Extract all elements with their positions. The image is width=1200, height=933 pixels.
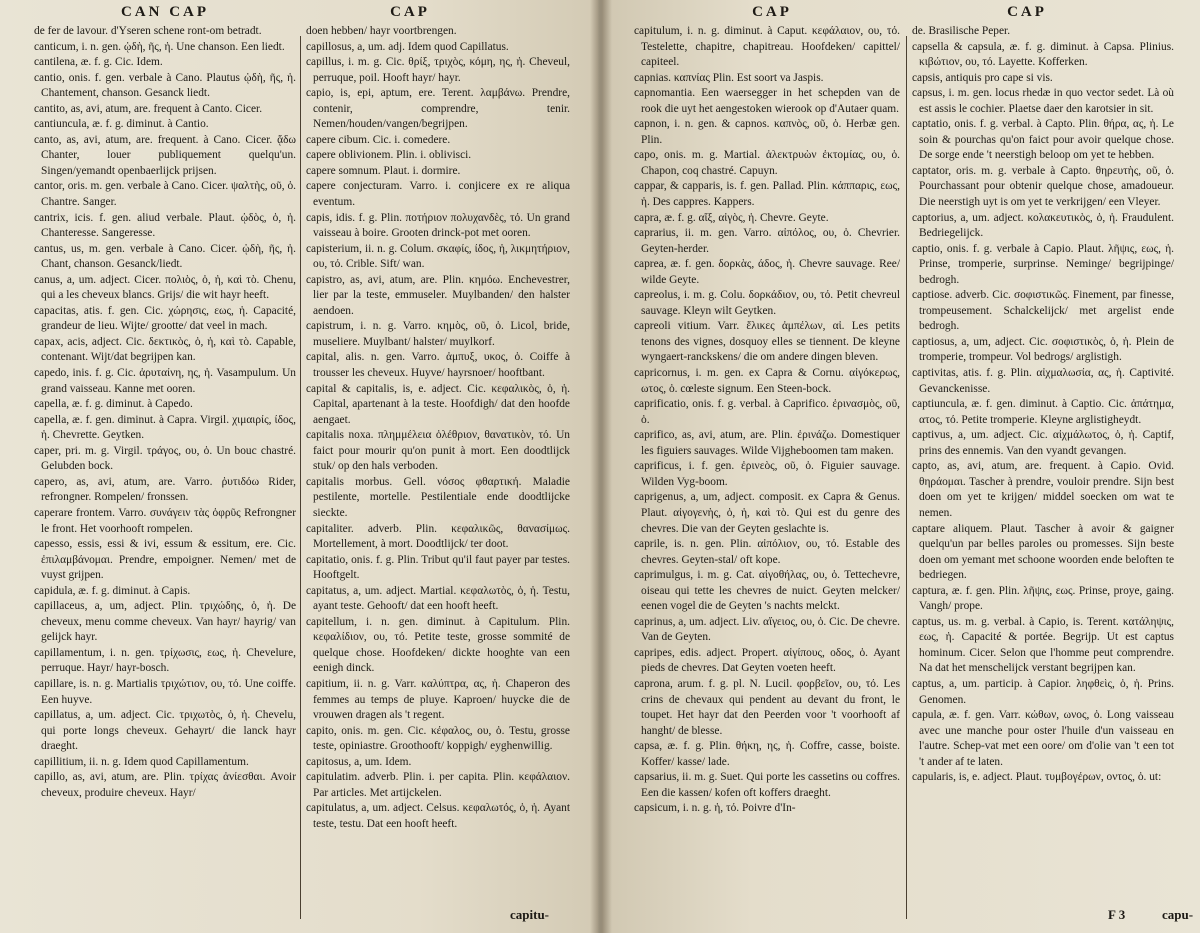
dictionary-entry: capito, onis. m. gen. Cic. κέφαλος, ου, ὁ. Testu, grosse teste, opiniastre. Groothooft/ koppigh/ eyghenwillig. (306, 724, 570, 753)
dictionary-entry: capero, as, avi, atum, are. Varro. ῥυτιδόω Rider, refrongner. Rompelen/ fronssen. (34, 475, 296, 504)
dictionary-entry: capere cibum. Cic. i. comedere. (306, 133, 451, 146)
dictionary-entry: capis, idis. f. g. Plin. ποτήριον πολυχανδὲς, τό. Un grand vaisseau à boire. Grooten drinck-pot met ooren. (306, 211, 570, 240)
dictionary-entry: capisterium, ii. n. g. Colum. σκαφίς, ίδος, ἡ, λικμητήριον, ου, τό. Crible. Sift/ wan. (306, 242, 570, 271)
dictionary-entry: cantiuncula, æ. f. g. diminut. à Cantio. (34, 118, 209, 131)
dictionary-entry: capillo, as, avi, atum, are. Plin. τρίχας ἀνίεσθαι. Avoir cheveux, produire cheveux. Hayr/ (34, 771, 296, 799)
dictionary-entry: capesso, essis, essi & ivi, essum & essitum, ere. Cic. ἐπιλαμβάνομαι. Prendre, empoigner. Nemen/ met de vuyst grijpen. (34, 538, 296, 582)
right-page-catchword: capu- (1162, 907, 1194, 922)
dictionary-entry: canto, as, avi, atum, are. frequent. à Cano. Cicer. ᾄδω Chanter, louer publiquement quelqu'un. Singen/yemandt openbaerlijck prijsen. (34, 133, 296, 177)
dictionary-entry: capra, æ. f. g. αἴξ, αἰγὸς, ἡ. Chevre. Geyte. (634, 211, 829, 224)
dictionary-entry: capula, æ. f. gen. Varr. κώθων, ωνος, ὁ. Long vaisseau avec une manche pour oster l'huile d'un vaisseau en l'autre. Schep-vat met een oore/ om d'olie van 't een tot 't ander af te laten. (912, 709, 1174, 768)
left-page-column-1 (34, 24, 296, 925)
dictionary-entry: captus, us. m. g. verbal. à Capio, is. Terent. κατάληψις, εως, ἡ. Capacité & portée. Begrijp. Ut est captus hominum. Cicer. Selon que l'homme peut comprendre. Na dat het menschelijck verstant begrijpen kan. (912, 615, 1174, 675)
dictionary-entry: capitosus, a, um. Idem. (306, 755, 412, 768)
dictionary-entry: capillatus, a, um. adject. Cic. τριχωτὸς, ὁ, ἡ. Chevelu, qui porte longs cheveux. Gehayrt/ die lanck hayr draeght. (34, 709, 296, 753)
dictionary-entry: caprigenus, a, um, adject. composit. ex Capra & Genus. Plaut. αἰγογενὴς, ὁ, ἡ, καὶ τὸ. Qui est du genre des chevres. Die van der Geyten geslachte is. (634, 491, 900, 535)
dictionary-entry: capsis, antiquis pro cape si vis. (912, 71, 1053, 84)
dictionary-entry: capto, as, avi, atum, are. frequent. à Capio. Ovid. θηράομαι. Tascher à prendre, vouloir prendre. Sijn best doen om yet te krijgen/ middel soecken om wat te nemen. (912, 460, 1174, 519)
dictionary-entry: canticum, i. n. gen. ᾠδὴ, ῆς, ἡ. Une chanson. Een liedt. (34, 40, 285, 53)
right-page-column-2 (912, 24, 1174, 925)
dictionary-entry: capitellum, i. n. gen. diminut. à Capitulum. Plin. κεφαλίδιον, ου, τό. Petite teste, grosse sommité de quelque chose. Hoofdeken/ dickte hooghte van een eenigh dinck. (306, 615, 570, 675)
dictionary-entry: capax, acis, adject. Cic. δεκτικὸς, ὁ, ἡ, καὶ τὸ. Capable, contenant. Wijt/dat begrijpen kan. (34, 335, 296, 364)
dictionary-entry: capitium, ii. n. g. Varr. καλύπτρα, ας, ἡ. Chaperon des femmes au temps de pluye. Kaproen/ huycke die de vrouwen dragen als 't regent. (306, 677, 570, 722)
dictionary-entry: capere somnum. Plaut. i. dormire. (306, 164, 461, 177)
dictionary-entry: capnias. καπνίας Plin. Est soort va Jaspis. (634, 71, 824, 84)
dictionary-entry: captiose. adverb. Cic. σοφιστικῶς. Finement, par finesse, trompeusement. Schalckelijck/ met argelist ende bedrogh. (912, 289, 1174, 333)
dictionary-entry: capitalis morbus. Gell. νόσος φθαρτική. Maladie pestilente, mortelle. Pestilentiale ende doodtlijcke sieckte. (306, 475, 570, 519)
left-page-header-left: CAN CAP (120, 4, 210, 20)
dictionary-entry: cantus, us, m. gen. verbale à Cano. Cicer. ᾠδὴ, ῆς, ἡ. Chant, chanson. Gesanck/liedt. (34, 242, 296, 271)
right-page-header-left: CAP (752, 4, 792, 20)
dictionary-entry: capricornus, i. m. gen. ex Capra & Cornu. αἰγόκερως, ωτος, ὁ. cœleste signum. Een Steen-bock. (634, 367, 900, 395)
dictionary-entry: de. Brasilische Peper. (912, 25, 1011, 37)
dictionary-entry: captio, onis. f. g. verbale à Capio. Plaut. λῆψις, εως, ἡ. Prinse, tromperie, surprinse. Neminge/ begrijpinge/ bedrogh. (912, 242, 1174, 286)
dictionary-entry: capsarius, ii. m. g. Suet. Qui porte les cassetins ou coffres. Een die kassen/ kofen oft koffers draeght. (634, 771, 900, 799)
right-page-column-1 (634, 24, 900, 925)
left-page-catchword: capitu- (510, 907, 549, 922)
dictionary-entry: capere oblivionem. Plin. i. oblivisci. (306, 149, 472, 162)
column-divider (300, 36, 301, 919)
dictionary-entry: caprarius, ii. m. gen. Varro. αἰπόλος, ου, ὁ. Chevrier. Geyten-herder. (634, 227, 900, 255)
right-page-header-right: CAP (1007, 4, 1047, 20)
right-page (602, 0, 1200, 933)
dictionary-entry: capitulatim. adverb. Plin. i. per capita. Plin. κεφάλαιον. Par articles. Met artijckelen. (306, 771, 570, 799)
dictionary-entry: capillaceus, a, um, adject. Plin. τριχώδης, ὁ, ἡ. De cheveux, menu comme cheveux. Van hayr/ hayrig/ van gelijck hayr. (34, 600, 296, 644)
left-page-column-2 (306, 24, 570, 925)
dictionary-entry: capripes, edis. adject. Propert. αἰγίπους, οδος, ὁ. Ayant pieds de chevres. Dat Geyten voeten heeft. (634, 646, 900, 675)
dictionary-entry: capillitium, ii. n. g. Idem quod Capillamentum. (34, 755, 249, 768)
dictionary-entry: capidula, æ. f. g. diminut. à Capis. (34, 584, 191, 597)
dictionary-entry: caprea, æ. f. gen. δορκὰς, άδος, ἡ. Chevre sauvage. Ree/ wilde Geyte. (634, 258, 900, 286)
dictionary-entry: capitatus, a, um. adject. Martial. κεφαλωτὸς, ὁ, ἡ. Testu, ayant teste. Gehooft/ dat een hooft heeft. (306, 584, 570, 613)
dictionary-entry: caper, pri. m. g. Virgil. τράγος, ου, ὁ. Un bouc chastré. Gelubden bock. (34, 444, 296, 473)
dictionary-entry: capitulum, i. n. g. diminut. à Caput. κεφάλαιον, ου, τό. Testelette, chapitre, chapitreau. Hoofdeken/ capittel/ capiteel. (634, 25, 900, 69)
dictionary-entry: captorius, a, um. adject. κολακευτικὸς, ὁ, ἡ. Fraudulent. Bedriegelijck. (912, 211, 1174, 240)
dictionary-entry: capreolus, i. m. g. Colu. δορκάδιον, ου, τό. Petit chevreul sauvage. Kleyn wilt Geytken. (634, 289, 900, 317)
dictionary-entry: captus, a, um. particip. à Capior. ληφθεὶς, ὁ, ἡ. Prins. Genomen. (912, 677, 1174, 706)
dictionary-entry: capsa, æ. f. g. Plin. θήκη, ης, ἡ. Coffre, casse, boiste. Koffer/ kasse/ lade. (634, 740, 900, 768)
dictionary-entry: capital, alis. n. gen. Varro. ἀμπυξ, υκος, ὁ. Coiffe à trousser les cheveux. Huyve/ hayrsnoer/ hooftbant. (306, 351, 570, 380)
dictionary-entry: capistro, as, avi, atum, are. Plin. κημόω. Enchevestrer, lier par la teste, emmuseler. Muylbanden/ den halster aendoen. (306, 273, 570, 317)
left-page (0, 0, 598, 933)
dictionary-entry: capillus, i. m. g. Cic. θρίξ, τριχὸς, κόμη, ης, ἡ. Cheveul, perruque, poil. Hooft hayr/ hayr. (306, 56, 570, 84)
dictionary-entry: capsicum, i. n. g. ἡ, τό. Poivre d'In- (634, 802, 796, 815)
dictionary-entry: cappar, & capparis, is. f. gen. Pallad. Plin. κάππαρις, εως, ἡ. Des cappres. Kappers. (634, 180, 900, 209)
dictionary-entry: capio, is, epi, aptum, ere. Terent. λαμβάνω. Prendre, contenir, comprendre, tenir. Nemen/houden/vangen/begrijpen. (306, 87, 570, 131)
dictionary-entry: doen hebben/ hayr voortbrengen. (306, 25, 457, 37)
dictionary-entry: capitatio, onis. f. g. Plin. Tribut qu'il faut payer par testes. Hooftgelt. (306, 553, 570, 582)
dictionary-entry: captare aliquem. Plaut. Tascher à avoir & gaigner quelqu'un par belles paroles ou promesses. Sijn beste doen om yemant met schoone woorden ende beloften te bedriegen. (912, 522, 1174, 582)
dictionary-entry: capreoli vitium. Varr. ἕλικες ἀμπέλων, αἱ. Les petits tenons des vignes, dosquoy elles se tiennent. De kleyne wyngaert-ranckskens/ die om andere dingen bleven. (634, 320, 900, 364)
right-page-signature: F 3 (1108, 907, 1126, 922)
dictionary-entry: capella, æ. f. gen. diminut. à Capra. Virgil. χιμαιρίς, ίδος, ἡ. Chevrette. Geytken. (34, 413, 296, 442)
dictionary-entry: caprimulgus, i. m. g. Cat. αἰγοθήλας, ου, ὁ. Tettechevre, oiseau qui tette les chevres de nuict. Geyten melcker/ eenen vogel die de Geyten 's nachts melckt. (634, 569, 900, 613)
left-page-header-right: CAP (390, 4, 430, 20)
dictionary-entry: capnomantia. Een waersegger in het schepden van de rook die uyt het aengestoken wierook op d'Autaer quam. (634, 87, 900, 115)
dictionary-entry: capital & capitalis, is, e. adject. Cic. κεφαλικὸς, ὁ, ἡ. Capital, apartenant à la teste. Hoofdigh/ dat den hoofde aengaet. (306, 382, 570, 426)
dictionary-entry: capillosus, a, um. adj. Idem quod Capillatus. (306, 40, 509, 53)
dictionary-entry: capo, onis. m. g. Martial. ἀλεκτρυὼν ἐκτομίας, ου, ὁ. Chapon, coq chastré. Capuyn. (634, 149, 900, 177)
dictionary-entry: capere conjecturam. Varro. i. conjicere ex re aliqua eventum. (306, 180, 570, 209)
dictionary-entry: capistrum, i. n. g. Varro. κημὸς, οῦ, ὁ. Licol, bride, museliere. Muylbant/ halster/ muylkorf. (306, 320, 570, 348)
dictionary-entry: caprificatio, onis. f. g. verbal. à Caprifico. ἐρινασμὸς, οῦ, ὁ. (634, 398, 900, 426)
dictionary-entry: captivus, a, um. adject. Cic. αἰχμάλωτος, ὁ, ἡ. Captif, prins des ennemis. Van den vyandt gevangen. (912, 429, 1174, 457)
dictionary-entry: canus, a, um. adject. Cicer. πολιὸς, ὁ, ἡ, καὶ τὸ. Chenu, qui a les cheveux blancs. Grijs/ die wit hayr heeft. (34, 273, 296, 302)
dictionary-entry: capitulatus, a, um. adject. Celsus. κεφαλωτός, ὁ, ἡ. Ayant teste, testu. Dat een hooft heeft. (306, 802, 570, 830)
dictionary-entry: captiuncula, æ. f. gen. diminut. à Captio. Cic. ἀπάτημα, ατος, τό. Petite tromperie. Kleyne arglistigheydt. (912, 398, 1174, 426)
dictionary-entry: capillare, is. n. g. Martialis τριχώτιον, ου, τό. Une coiffe. Een huyve. (34, 677, 296, 706)
dictionary-entry: capacitas, atis. f. gen. Cic. χώρησις, εως, ἡ. Capacité, grandeur de lieu. Wijte/ grootte/ dat veel in mach. (34, 304, 296, 333)
dictionary-entry: captiosus, a, um, adject. Cic. σοφιστικὸς, ὁ, ἡ. Plein de tromperie, trompeur. Vol bedrogs/ arglistigh. (912, 335, 1174, 364)
dictionary-entry: cantrix, icis. f. gen. aliud verbale. Plaut. ᾠδὸς, ὁ, ἡ. Chanteresse. Sangeresse. (34, 211, 296, 240)
dictionary-entry: captator, oris. m. g. verbale à Capto. θηρευτὴς, οῦ, ὁ. Pourchassant pour obtenir quelque chose, amadoueur. Die neerstigh uyt is om yet te verkrijgen/ een Vleyer. (912, 164, 1174, 209)
dictionary-entry: capedo, inis. f. g. Cic. ἀρυταίνη, ης, ἡ. Vasampulum. Un grand vaisseau. Kanne met ooren. (34, 367, 296, 395)
dictionary-entry: capularis, is, e. adject. Plaut. τυμβογέρων, οντος, ὁ. ut: (912, 771, 1162, 784)
dictionary-entry: capnon, i. n. gen. & capnos. καπνὸς, οῦ, ὁ. Herbæ gen. Plin. (634, 118, 900, 146)
dictionary-entry: cantor, oris. m. gen. verbale à Cano. Cicer. ψαλτὴς, οῦ, ὁ. Chantre. Sanger. (34, 180, 296, 209)
dictionary-entry: de fer de lavour. d'Yseren schene ront-om betradt. (34, 25, 262, 37)
dictionary-entry: caprificus, i. f. gen. ἐρινεὸς, οῦ, ὁ. Figuier sauvage. Wilden Vyg-boom. (634, 460, 900, 488)
dictionary-entry: capsus, i. m. gen. locus rhedæ in quo vector sedet. Là où est assis le cochier. Plaetse daer den karotsier in sit. (912, 87, 1174, 115)
dictionary-entry: cantio, onis. f. gen. verbale à Cano. Plautus ᾠδὴ, ῆς, ἡ. Chantement, chanson. Gesanck liedt. (34, 71, 296, 100)
dictionary-entry: captivitas, atis. f. g. Plin. αἰχμαλωσία, ας, ἡ. Captivité. Gevanckenisse. (912, 367, 1174, 395)
dictionary-entry: capitalis noxa. πλημμέλεια ὀλέθριον, θανατικὸν, τό. Un faict pour mourir qu'on punit à mort. Een doodtlijck stuk/ op den hals verboden. (306, 429, 570, 473)
dictionary-entry: caprile, is. n. gen. Plin. αἰπόλιον, ου, τό. Estable des chevres. Geyten-stal/ oft kope. (634, 538, 900, 566)
dictionary-entry: capsella & capsula, æ. f. g. diminut. à Capsa. Plinius. κιβώτιον, ου, τό. Layette. Kofferken. (912, 40, 1174, 69)
dictionary-entry: cantilena, æ. f. g. Cic. Idem. (34, 56, 163, 69)
dictionary-entry: caprona, arum. f. g. pl. N. Lucil. φορβεῖον, ου, τό. Les crins de chevaux qui pendent au devant du front, le toupet. Het hayr dat den Peerden voor 't voorhooft af hanght/ de blesse. (634, 677, 900, 737)
dictionary-entry: capillamentum, i. n. gen. τρίχωσις, εως, ἡ. Chevelure, perruque. Hayr/ hayr-bosch. (34, 646, 296, 675)
dictionary-entry: captatio, onis. f. g. verbal. à Capto. Plin. θήρα, ας, ἡ. Le soin & pourchas qu'on faict pour avoir quelque chose. De sorge ende 't neerstigh beloop om yet te hebben. (912, 118, 1174, 162)
book-gutter (590, 0, 612, 933)
dictionary-entry: caprifico, as, avi, atum, are. Plin. ἐρινάζω. Domestiquer les figuiers sauvages. Wilde Vijgheboomen tam maken. (634, 429, 900, 457)
dictionary-entry: capitaliter. adverb. Plin. κεφαλικῶς, θανασίμως. Mortellement, à mort. Doodtlijck/ ter doot. (306, 522, 570, 551)
column-divider (906, 36, 907, 919)
dictionary-entry: caprinus, a, um. adject. Liv. αἴγειος, ου, ὁ. Cic. De chevre. Van de Geyten. (634, 615, 900, 644)
dictionary-entry: caperare frontem. Varro. συνάγειν τὰς ὀφρῦς Refrongner le front. Het voorhooft rompelen. (34, 506, 296, 535)
dictionary-entry: cantito, as, avi, atum, are. frequent à Canto. Cicer. (34, 102, 263, 115)
dictionary-entry: capella, æ. f. g. diminut. à Capedo. (34, 398, 193, 411)
dictionary-entry: captura, æ. f. gen. Plin. λῆψις, εως. Prinse, proye, gaing. Vangh/ prope. (912, 584, 1174, 613)
